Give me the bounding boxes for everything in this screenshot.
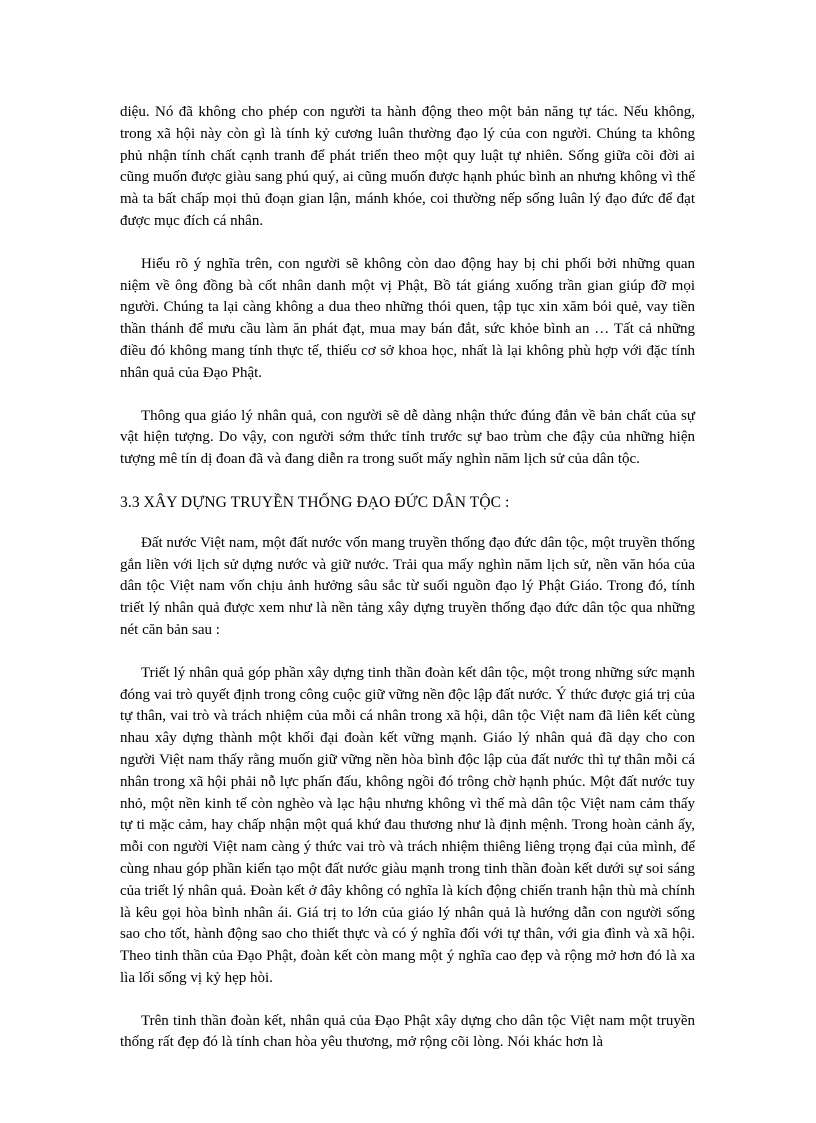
- paragraph-3: Thông qua giáo lý nhân quả, con người sẽ dễ dàng nhận thức đúng đắn về bản chất của sự vật hiện tượng. Do vậy, con người sớm thức tỉnh trước sự bao trùm che đậy của những hiện tượng mê tín dị đoan đã và đang diễn ra trong suốt mấy nghìn năm lịch sử của dân tộc.: [120, 407, 695, 468]
- section-heading: 3.3 XÂY DỰNG TRUYỀN THỐNG ĐẠO ĐỨC DÂN TỘC :: [120, 493, 510, 511]
- section-paragraph-3: Trên tinh thần đoàn kết, nhân quả của Đạo Phật xây dựng cho dân tộc Việt nam một truyền thống rất đẹp đó là tính chan hòa yêu thương, mở rộng cõi lòng. Nói khác hơn là: [120, 1012, 695, 1051]
- document-page: [120, 102, 695, 1075]
- paragraph-2: Hiểu rõ ý nghĩa trên, con người sẽ không còn dao động hay bị chi phối bởi những quan niệm về ông đồng bà cốt nhân danh một vị Phật, Bồ tát giáng xuống trần gian giúp đỡ mọi người. Chúng ta lại càng không a dua theo những thói quen, tập tục xin xăm bói quẻ, vay tiền thần thánh để mưu cầu làm ăn phát đạt, mua may bán đắt, sức khỏe bình an … Tất cả những điều đó không mang tính thực tế, thiếu cơ sở khoa học, nhất là lại không phù hợp với đặc tính nhân quả của Đạo Phật.: [120, 255, 695, 381]
- section-paragraph-2: Triết lý nhân quả góp phần xây dựng tinh thần đoàn kết dân tộc, một trong những sức mạnh đóng vai trò quyết định trong công cuộc giữ vững nền độc lập đất nước. Ý thức được giá trị của tự thân, vai trò và trách nhiệm của mỗi cá nhân trong xã hội, dân tộc Việt nam đã liên kết cùng nhau xây dựng thành một khối đại đoàn kết vững mạnh. Giáo lý nhân quả đã dạy cho con người Việt nam thấy rằng muốn giữ vững nền hòa bình độc lập của đất nước thì tự thân mỗi cá nhân trong xã hội phải nỗ lực phấn đấu, không ngồi đó trông chờ hạnh phúc. Một đất nước tuy nhỏ, một nền kinh tế còn nghèo và lạc hậu nhưng không vì thế mà dân tộc Việt nam cảm thấy tự ti mặc cảm, hay chấp nhận một quá khứ đau thương như là định mệnh. Trong hoàn cảnh ấy, mỗi con người Việt nam càng ý thức vai trò và trách nhiệm thiêng liêng trọng đại của mình, để cùng nhau góp phần kiến tạo một đất nước giàu mạnh trong tinh thần đoàn kết dưới sự soi sáng của triết lý nhân quả. Đoàn kết ở đây không có nghĩa là kích động chiến tranh hận thù mà chính là kêu gọi hòa bình nhân ái. Giá trị to lớn của giáo lý nhân quả là hướng dẫn con người sống sao cho tốt, hành động sao cho thiết thực và có ý nghĩa đối với tự thân, với gia đình và xã hội. Theo tinh thần của Đạo Phật, đoàn kết còn mang một ý nghĩa cao đẹp và rộng mở hơn đó là xa lìa lối sống vị kỷ hẹp hòi.: [120, 664, 695, 986]
- paragraph-1: diệu. Nó đã không cho phép con người ta hành động theo một bản năng tự tác. Nếu không, trong xã hội này còn gì là tính kỷ cương luân thường đạo lý của con người. Chúng ta không phủ nhận tính chất cạnh tranh để phát triển theo một quy luật tự nhiên. Sống giữa cõi đời ai cũng muốn được giàu sang phú quý, ai cũng muốn được hạnh phúc bình an nhưng không vì thế mà ta bất chấp mọi thủ đoạn gian lận, mánh khóe, coi thường nếp sống luân lý đạo đức để đạt được mục đích cá nhân.: [120, 104, 695, 229]
- section-paragraph-1: Đất nước Việt nam, một đất nước vốn mang truyền thống đạo đức dân tộc, một truyền thống gắn liền với lịch sử dựng nước và giữ nước. Trải qua mấy nghìn năm lịch sử, nền văn hóa của dân tộc Việt nam vốn chịu ảnh hưởng sâu sắc từ suối nguồn đạo lý Phật Giáo. Trong đó, tính triết lý nhân quả được xem như là nền tảng xây dựng truyền thống đạo đức dân tộc qua những nét căn bản sau :: [120, 534, 695, 638]
